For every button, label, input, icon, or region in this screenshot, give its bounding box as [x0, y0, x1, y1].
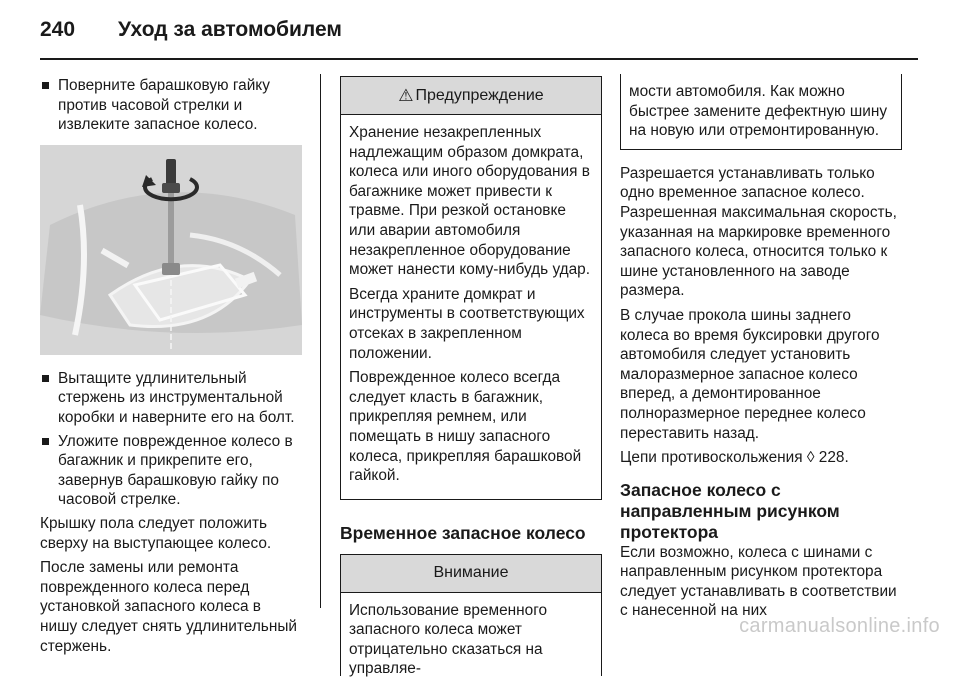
note-text: Использование временного запасного колеса может отрицательно сказаться на управляе- — [349, 601, 548, 678]
column-1 — [40, 76, 302, 661]
page-ref-icon: ◊ — [806, 449, 815, 467]
bullet-item: Поверните барашковую гайку против часовой стрелки и извлеките запасное колесо. — [40, 76, 302, 135]
cross-reference — [620, 448, 902, 468]
paragraph: Разрешается устанавливать только одно временное запасное колесо. Разрешенная максимальная скорость, указанная на маркировке временного запасного колеса, относится только к шине установленного на заводе размера. — [620, 164, 897, 300]
bullet-item: Уложите поврежденное колесо в багажник и прикрепите его, завернув барашковую гайку по часовой стрелке. — [40, 432, 302, 510]
spare-wheel-figure — [40, 145, 302, 355]
section-text: Если возможно, колеса с шинами с направленным рисунком протектора следует устанавливать в соответствии с нанесенной на них — [620, 543, 897, 620]
watermark: carmanualsonline.info — [739, 615, 940, 637]
column-2 — [340, 76, 602, 676]
page-title: Уход за автомобилем — [118, 18, 342, 41]
paragraph: В случае прокола шины заднего колеса во время буксировки другого автомобиля следует установить малоразмерное запасное колесо вперед, а демонтированное полноразмерное переднее колесо переставить назад. — [620, 306, 880, 442]
header-rule — [40, 58, 918, 60]
cross-reference-page[interactable]: 228. — [818, 449, 849, 467]
note-box — [340, 554, 602, 676]
column-3 — [620, 74, 902, 621]
warning-paragraph: Всегда храните домкрат и инструменты в соответствующих отсеках в закрепленном положении. — [349, 285, 585, 362]
note-box-header — [341, 555, 601, 593]
page-number: 240 — [40, 18, 76, 41]
note-text-continued: мости автомобиля. Как можно быстрее замените дефектную шину на новую или отремонтированную. — [629, 83, 888, 140]
warning-body — [341, 115, 601, 499]
page-header — [40, 14, 918, 62]
column-divider-1 — [320, 74, 321, 608]
section-title: Временное запасное колесо — [340, 522, 586, 543]
note-box-continued — [620, 74, 902, 150]
note-body — [341, 593, 601, 692]
paragraph: Крышку пола следует положить сверху на выступающее колесо. — [40, 514, 272, 552]
cross-reference-label: Цепи противоскольжения — [620, 449, 803, 467]
warning-paragraph: Хранение незакрепленных надлежащим образом домкрата, колеса или иного оборудования в багажнике может привести к травме. При резкой остановке или аварии автомобиля незакрепленное оборудование может нанести кому-нибудь удар. — [349, 124, 591, 279]
spare-wheel-illustration — [40, 145, 302, 355]
warning-paragraph: Поврежденное колесо всегда следует класть в багажник, прикрепляя ремнем, или помещать в нишу запасного колеса, прикрепляя барашковой гайкой. — [349, 369, 582, 485]
warning-box — [340, 76, 602, 500]
section-title: Запасное колесо с направленным рисунком протектора — [620, 479, 840, 542]
warning-triangle-icon: ⚠ — [398, 85, 414, 105]
paragraph: После замены или ремонта поврежденного колеса перед установкой запасного колеса в нишу следует снять удлинительный стержень. — [40, 559, 297, 655]
warning-title: Предупреждение — [415, 86, 544, 104]
bullet-item: Вытащите удлинительный стержень из инструментальной коробки и наверните его на болт. — [40, 369, 302, 428]
warning-box-header — [341, 77, 601, 115]
note-title: Внимание — [433, 564, 509, 582]
